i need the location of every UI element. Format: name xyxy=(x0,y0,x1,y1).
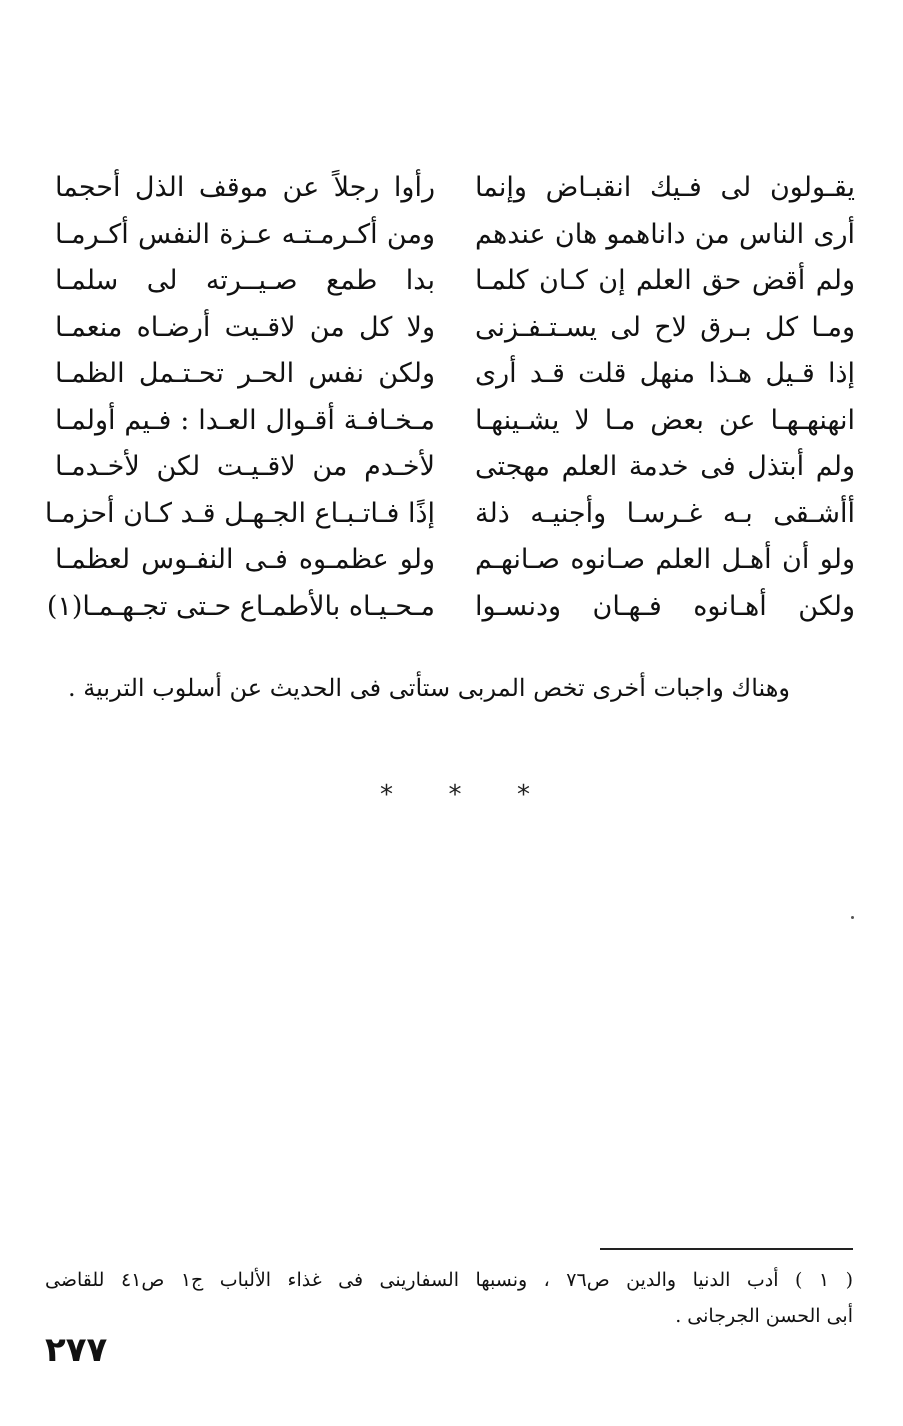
asterisk-icon: * xyxy=(448,780,462,810)
asterisk-icon: * xyxy=(517,780,530,810)
poem-verse xyxy=(55,212,855,259)
poem-second-hemistich: ولا كل من لاقـيت أرضـاه منعمـا xyxy=(55,311,435,343)
poem-first-hemistich: ولم أقض حق العلم إن كـان كلمـا xyxy=(475,265,855,297)
poem-verse xyxy=(55,537,855,584)
poem-verse xyxy=(44,491,855,538)
poem-second-hemistich: مـخـافـة أقـوال العـدا : فـيم أولمـا xyxy=(55,404,435,436)
poem-second-hemistich: ولو عظمـوه فـى النفـوس لعظمـا xyxy=(55,544,435,576)
section-divider xyxy=(380,780,530,810)
poem-second-hemistich: لأخـدم من لاقـيـت لكن لأخـدمـا xyxy=(55,451,435,483)
poem-second-hemistich: بدا طمع صـيــرته لى سلمـا xyxy=(55,265,435,297)
footnote-line: ( ١ ) أدب الدنيا والدين ص٧٦ ، ونسبها السفارينى فى غذاء الألباب ج١ ص٤١ للقاضى xyxy=(45,1269,854,1291)
poem-verse xyxy=(55,258,855,305)
poem-verse xyxy=(55,444,855,491)
poem-second-hemistich: رأوا رجلاً عن موقف الذل أحجما xyxy=(55,172,435,204)
poem-first-hemistich: ولكن أهـانوه فـهـان ودنسـوا xyxy=(475,590,855,622)
poem-first-hemistich: أرى الناس من داناهمو هان عندهم xyxy=(475,218,855,250)
poem-second-hemistich: ولكن نفس الحـر تحـتـمل الظمـا xyxy=(55,358,435,390)
poem-first-hemistich: أأشـقى بـه غـرسـا وأجنيـه ذلة xyxy=(475,497,855,529)
poem-first-hemistich: ولم أبتذل فى خدمة العلم مهجتى xyxy=(475,451,855,483)
poem-verse xyxy=(46,584,855,631)
poem-verse xyxy=(55,398,855,445)
poem-verse xyxy=(55,305,855,352)
poem-first-hemistich: ولو أن أهـل العلم صـانوه صـانهـم xyxy=(475,544,855,576)
poem-first-hemistich: ومـا كل بـرق لاح لى يسـتـفـزنى xyxy=(475,311,855,343)
body-paragraph: وهناك واجبات أخرى تخص المربى ستأتى فى الحديث عن أسلوب التربية . xyxy=(68,674,790,702)
footnote xyxy=(45,1262,853,1334)
poem-second-hemistich: مـحـيـاه بالأطمـاع حـتى تجـهـمـا(١) xyxy=(46,590,435,622)
poem-second-hemistich: ومن أكـرمـتـه عـزة النفس أكـرمـا xyxy=(55,218,435,250)
footnote-line: أبى الحسن الجرجانى . xyxy=(675,1305,853,1327)
poem-verse xyxy=(55,351,855,398)
poem-block xyxy=(44,165,855,630)
poem-first-hemistich: انهنهـهـا عن بعض مـا لا يشـينهـا xyxy=(475,404,855,436)
poem-first-hemistich: يقـولون لى فـيك انقبـاض وإنما xyxy=(475,172,855,204)
poem-second-hemistich: إذًا فـاتـبـاع الجـهـل قـد كـان أحزمـا xyxy=(44,497,435,529)
poem-first-hemistich: إذا قـيل هـذا منهل قلت قـد أرى xyxy=(475,358,855,390)
print-speck xyxy=(851,916,854,919)
footnote-separator xyxy=(600,1248,853,1250)
page-number: ٢٧٧ xyxy=(45,1330,108,1370)
poem-verse xyxy=(55,165,855,212)
asterisk-icon: * xyxy=(380,780,393,810)
